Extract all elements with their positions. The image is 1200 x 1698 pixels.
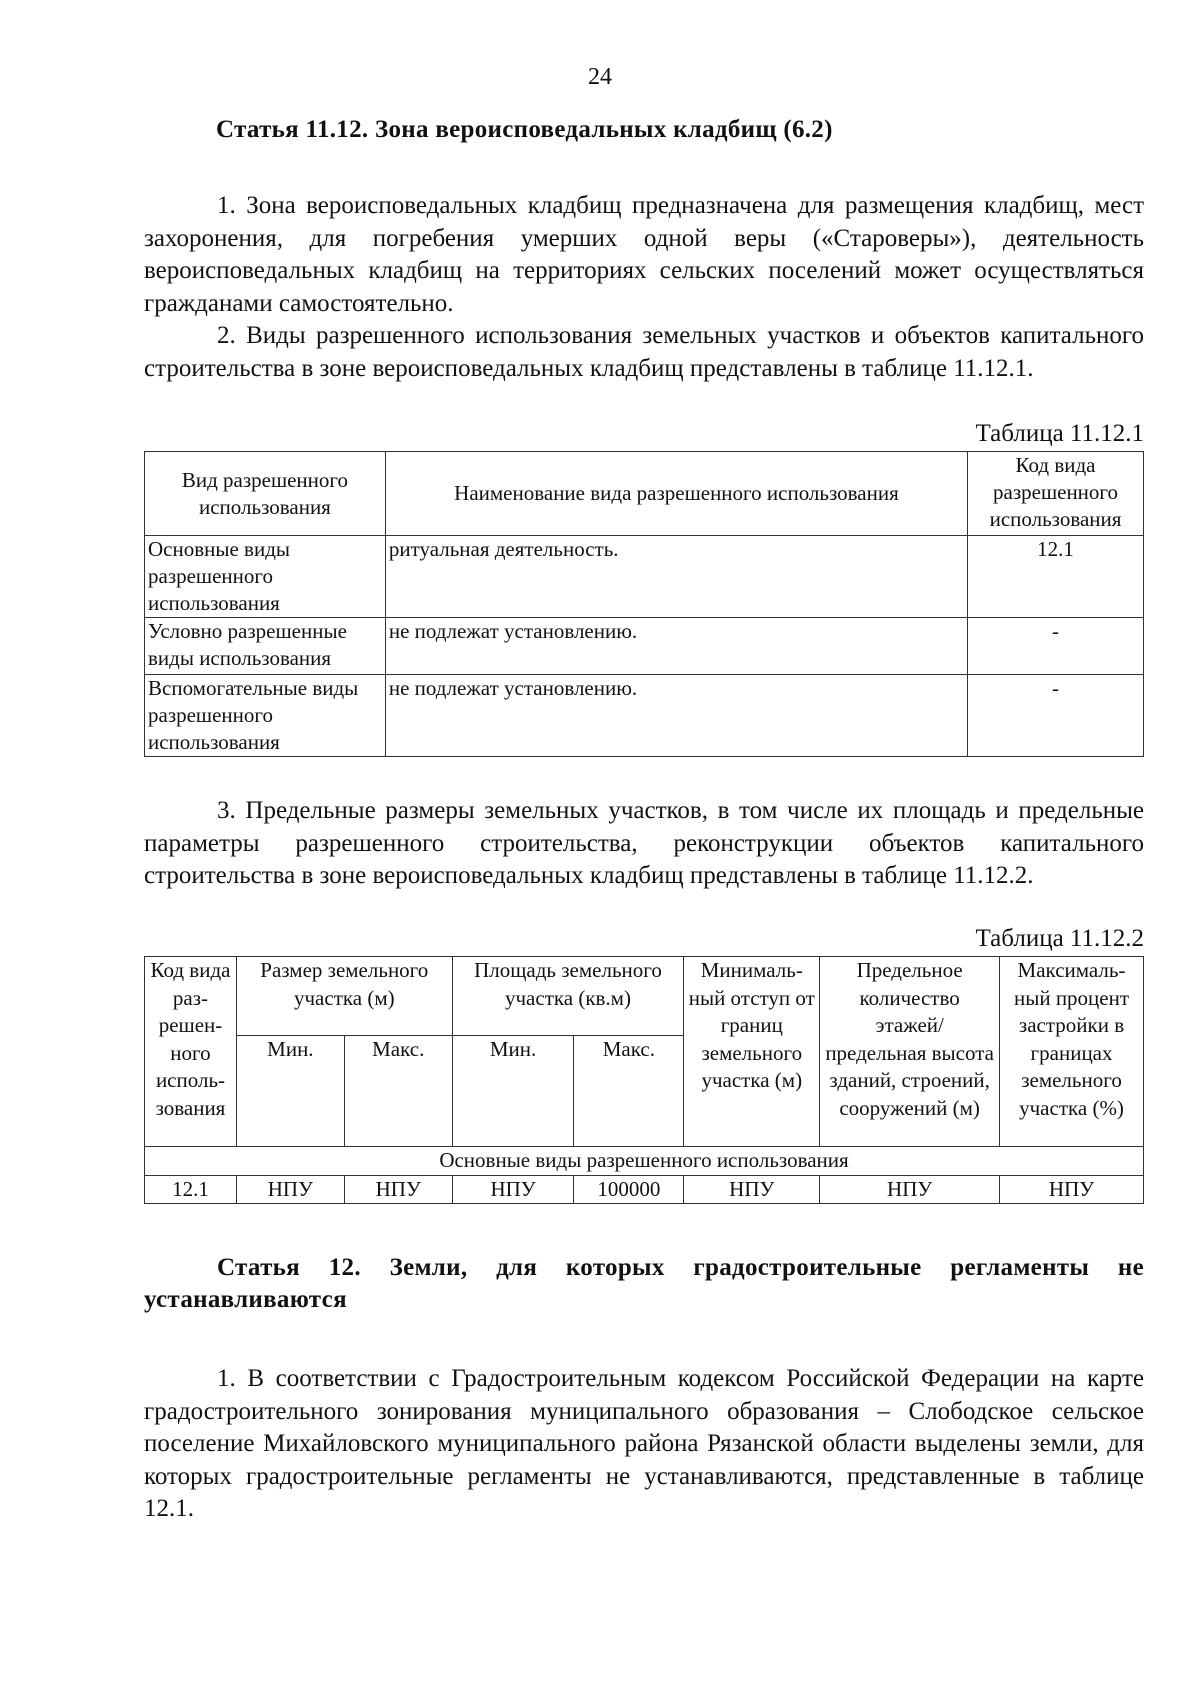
row-use-type: Условно разрешенные виды использования: [145, 618, 386, 675]
header-max-coverage: Максималь-ный процент застройки в границах земельного участка (%): [1000, 957, 1144, 1147]
header-plot-area: Площадь земельного участка (кв.м): [452, 957, 684, 1036]
article-11-12-paragraph-1: 1. Зона вероисповедальных кладбищ предназначена для размещения кладбищ, мест захоронения, для погребения умерших одной веры («Староверы»), деятельность вероисповедальных кладбищ на территориях сельских поселений может осуществляться гражданами самостоятельно.: [144, 192, 1144, 317]
article-11-12-heading: Статья 11.12. Зона вероисповедальных кладбищ (6.2): [216, 116, 833, 143]
header-plot-size: Размер земельного участка (м): [236, 957, 452, 1036]
header-use-code: Код вида раз-решен-ного исполь-зования: [145, 957, 237, 1147]
table-header-row: [145, 957, 1144, 1036]
article-12-paragraph-1: 1. В соответствии с Градостроительным кодексом Российской Федерации на карте градостроительного зонирования муниципального образования – Слободское сельское поселение Михайловского муниципального района Рязанской области выделены земли, для которых градостроительные регламенты не устанавливаются, представленные в таблице 12.1.: [144, 1365, 1144, 1522]
cell-area-max: 100000: [574, 1175, 684, 1204]
table-11-12-2: [144, 956, 1144, 1204]
header-area-min: Мин.: [452, 1036, 574, 1147]
header-area-max: Макс.: [574, 1036, 684, 1147]
header-size-max: Макс.: [344, 1036, 452, 1147]
cell-size-max: НПУ: [344, 1175, 452, 1204]
row-use-code: -: [968, 618, 1144, 675]
table-row: [145, 1175, 1144, 1204]
cell-floors: НПУ: [820, 1175, 1000, 1204]
header-permitted-use-code: Код вида разрешенного использования: [968, 452, 1144, 536]
row-use-name: ритуальная деятельность.: [385, 536, 967, 618]
cell-coverage: НПУ: [1000, 1175, 1144, 1204]
cell-setback: НПУ: [684, 1175, 820, 1204]
row-use-name: не подлежат установлению.: [385, 618, 967, 675]
table-section-row: [145, 1147, 1144, 1176]
cell-size-min: НПУ: [236, 1175, 344, 1204]
table-row: [145, 618, 1144, 675]
header-permitted-use-name: Наименование вида разрешенного использования: [385, 452, 967, 536]
row-use-type: Основные виды разрешенного использования: [145, 536, 386, 618]
row-use-name: не подлежат установлению.: [385, 675, 967, 757]
article-11-12-paragraph-3: 3. Предельные размеры земельных участков, в том числе их площадь и предельные параметры разрешенного строительства, реконструкции объектов капитального строительства в зоне вероисповедальных кладбищ представлены в таблице 11.12.2.: [144, 797, 1144, 889]
table-11-12-1: [144, 451, 1144, 757]
article-11-12-paragraph-2: 2. Виды разрешенного использования земельных участков и объектов капитального строительства в зоне вероисповедальных кладбищ представлены в таблице 11.12.1.: [144, 322, 1144, 382]
table-11-12-1-caption: Таблица 11.12.1: [975, 420, 1144, 447]
row-use-code: -: [968, 675, 1144, 757]
row-use-code: 12.1: [968, 536, 1144, 618]
page-number: 24: [588, 64, 612, 90]
article-12-heading: Статья 12. Земли, для которых градостроительные регламенты не устанавливаются: [144, 1254, 1144, 1313]
table-row: [145, 536, 1144, 618]
header-size-min: Мин.: [236, 1036, 344, 1147]
section-label: Основные виды разрешенного использования: [145, 1147, 1144, 1176]
header-min-setback: Минималь-ный отступ от границ земельного участка (м): [684, 957, 820, 1147]
table-header-row: [145, 452, 1144, 536]
table-11-12-2-caption: Таблица 11.12.2: [975, 925, 1144, 952]
cell-code: 12.1: [145, 1175, 237, 1204]
header-permitted-use-type: Вид разрешенного использования: [145, 452, 386, 536]
table-row: [145, 675, 1144, 757]
row-use-type: Вспомогательные виды разрешенного использования: [145, 675, 386, 757]
cell-area-min: НПУ: [452, 1175, 574, 1204]
header-max-floors-height: Предельное количество этажей/ предельная высота зданий, строений, сооружений (м): [820, 957, 1000, 1147]
